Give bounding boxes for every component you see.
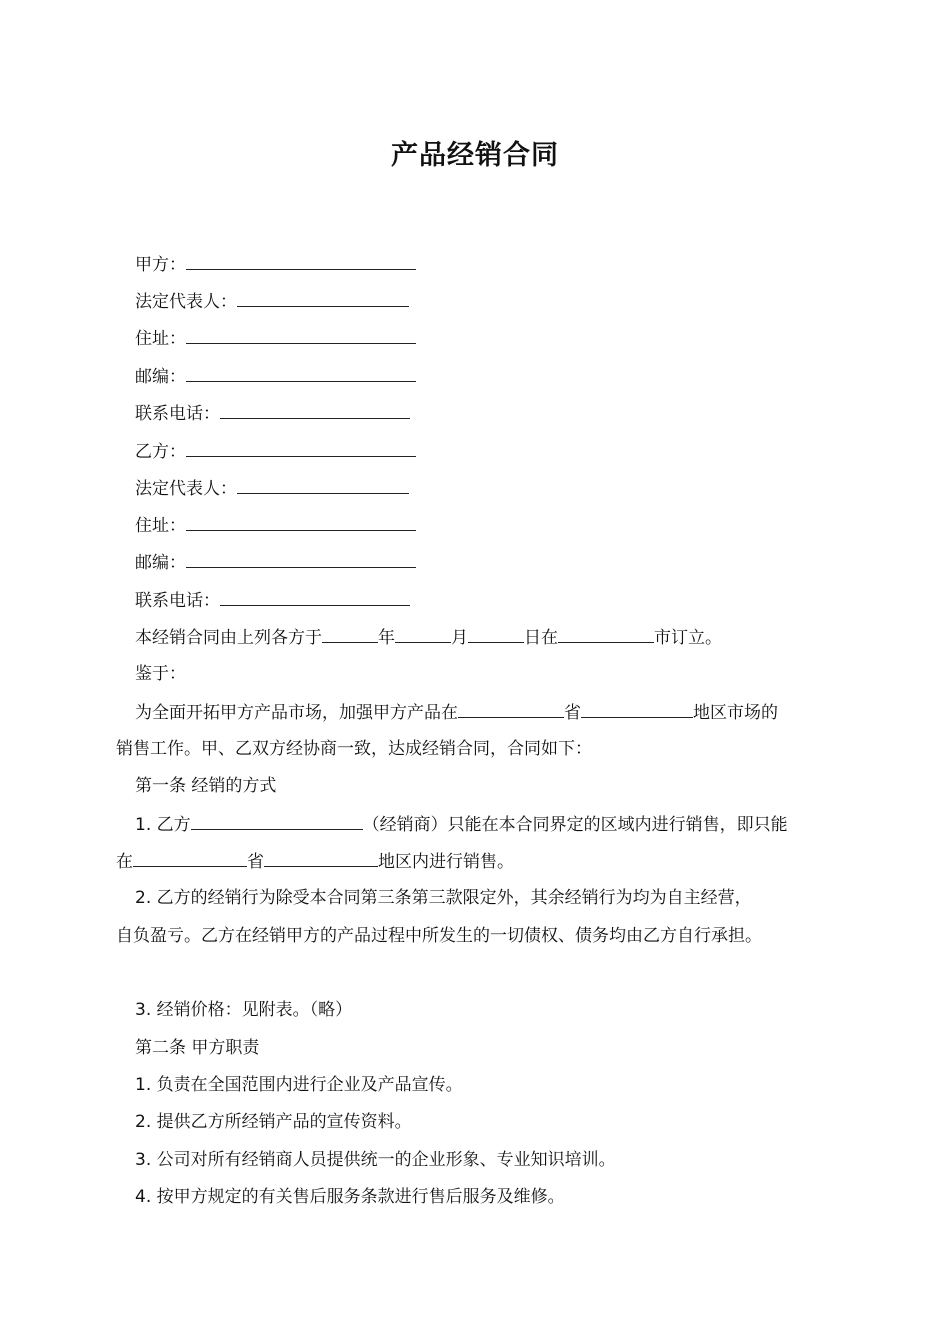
signing-city-blank[interactable] (558, 626, 654, 643)
party-b-zip-row (135, 551, 416, 574)
distributor-name-blank[interactable] (191, 813, 363, 830)
article-1-item-1-c: 在 (116, 852, 133, 872)
party-a-rep-row (135, 290, 409, 313)
party-a-name-row (135, 253, 416, 276)
article-2-item: 3. 公司对所有经销商人员提供统一的企业形象、专业知识培训。 (135, 1150, 616, 1170)
article-1-item-1-a: 1. 乙方 (135, 815, 191, 835)
sales-province-blank[interactable] (133, 850, 247, 867)
party-a-name-label: 甲方： (135, 255, 186, 275)
intro-text-b: 省 (564, 703, 581, 723)
party-b-name-label: 乙方： (135, 442, 186, 462)
party-a-zip-label: 邮编： (135, 367, 186, 387)
article-1-heading: 第一条 经销的方式 (135, 776, 277, 796)
whereas: 鉴于： (135, 664, 186, 684)
signing-prefix: 本经销合同由上列各方于 (135, 628, 322, 648)
party-b-name-row (135, 440, 416, 463)
party-b-addr-label: 住址： (135, 516, 186, 536)
party-a-name-blank[interactable] (186, 253, 416, 270)
signing-month-blank[interactable] (395, 626, 451, 643)
signing-suffix: 市订立。 (654, 628, 722, 648)
signing-month-label: 月 (451, 628, 468, 648)
party-a-zip-blank[interactable] (186, 365, 416, 382)
signing-day-blank[interactable] (468, 626, 524, 643)
article-1-item-2-line-2: 自负盈亏。乙方在经销甲方的产品过程中所发生的一切债权、债务均由乙方自行承担。 (116, 926, 762, 946)
article-2-heading: 第二条 甲方职责 (135, 1038, 260, 1058)
sales-region-blank[interactable] (264, 850, 378, 867)
party-b-addr-row (135, 514, 416, 537)
article-2-item: 1. 负责在全国范围内进行企业及产品宣传。 (135, 1075, 463, 1095)
article-1-item-1-e: 地区内进行销售。 (378, 852, 514, 872)
party-b-addr-blank[interactable] (186, 514, 416, 531)
party-b-zip-label: 邮编： (135, 553, 186, 573)
party-b-rep-label: 法定代表人： (135, 479, 237, 499)
signing-row (135, 626, 722, 649)
article-1-item-2-line-1: 2. 乙方的经销行为除受本合同第三条第三款限定外，其余经销行为均为自主经营， (135, 888, 752, 908)
intro-province-blank[interactable] (458, 701, 564, 718)
party-a-addr-row (135, 327, 416, 350)
intro-text-c: 地区市场的 (693, 703, 778, 723)
intro-line-1 (135, 701, 778, 724)
party-b-rep-row (135, 477, 409, 500)
signing-day-label: 日在 (524, 628, 558, 648)
party-a-addr-blank[interactable] (186, 327, 416, 344)
party-b-zip-blank[interactable] (186, 551, 416, 568)
signing-year-blank[interactable] (322, 626, 378, 643)
article-1-item-1-d: 省 (247, 852, 264, 872)
party-a-phone-blank[interactable] (220, 402, 410, 419)
intro-region-blank[interactable] (581, 701, 693, 718)
signing-year-label: 年 (378, 628, 395, 648)
party-a-rep-blank[interactable] (237, 290, 409, 307)
party-b-phone-row (135, 589, 410, 612)
article-2-item: 2. 提供乙方所经销产品的宣传资料。 (135, 1112, 412, 1132)
party-b-phone-blank[interactable] (220, 589, 410, 606)
party-b-phone-label: 联系电话： (135, 591, 220, 611)
article-1-item-3: 3. 经销价格：见附表。（略） (135, 1000, 353, 1020)
intro-text-a: 为全面开拓甲方产品市场，加强甲方产品在 (135, 703, 458, 723)
party-a-phone-row (135, 402, 410, 425)
document-title: 产品经销合同 (391, 140, 559, 171)
party-a-zip-row (135, 365, 416, 388)
party-b-name-blank[interactable] (186, 440, 416, 457)
intro-line-2: 销售工作。甲、乙双方经协商一致，达成经销合同，合同如下： (116, 739, 592, 759)
article-1-item-1-line-2 (116, 850, 514, 873)
party-a-rep-label: 法定代表人： (135, 292, 237, 312)
article-1-item-1-b: （经销商）只能在本合同界定的区域内进行销售，即只能 (362, 815, 788, 835)
party-a-addr-label: 住址： (135, 329, 186, 349)
party-b-rep-blank[interactable] (237, 477, 409, 494)
article-2-item: 4. 按甲方规定的有关售后服务条款进行售后服务及维修。 (135, 1187, 565, 1207)
party-a-phone-label: 联系电话： (135, 404, 220, 424)
article-1-item-1-line-1 (135, 813, 788, 836)
